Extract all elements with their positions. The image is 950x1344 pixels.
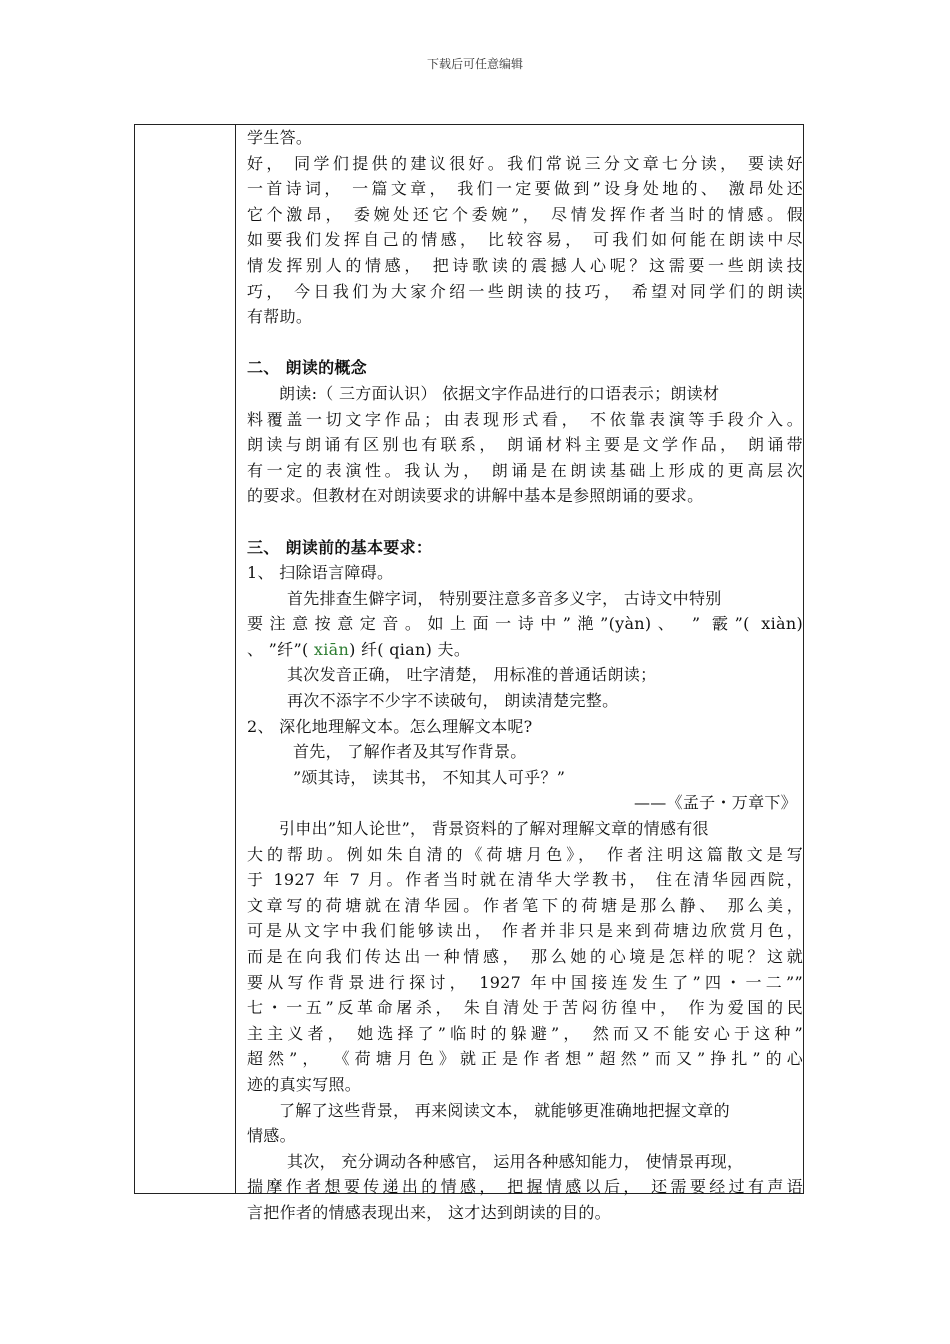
text-line: 要从写作背景进行探讨， 1927 年中国接连发生了”四・一二””: [247, 972, 803, 992]
text-line: 情发挥别人的情感， 把诗歌读的震撼人心呢？这需要一些朗读技: [247, 255, 803, 275]
text-line: 好， 同学们提供的建议很好。我们常说三分文章七分读， 要读好: [247, 153, 803, 173]
pinyin-highlight: xiān: [313, 639, 350, 659]
text-line: 学生答。: [247, 128, 313, 147]
text-line: 了解了这些背景， 再来阅读文本， 就能够更准确地把握文章的: [279, 1100, 730, 1120]
text-line: 它个激昂， 委婉处还它个委婉”， 尽情发挥作者当时的情感。假: [247, 204, 803, 224]
section-heading: 三、 朗读前的基本要求：: [247, 537, 433, 557]
list-item: 2、 深化地理解文本。怎么理解文本呢?: [247, 716, 533, 736]
text-segment: 、 ”纤”(: [247, 639, 314, 659]
text-line: 首先排查生僻字词， 特别要注意多音多义字， 古诗文中特别: [287, 588, 722, 608]
text-line: 言把作者的情感表现出来， 这才达到朗读的目的。: [247, 1202, 611, 1222]
text-line: 有帮助。: [247, 307, 313, 327]
spacer: [247, 330, 803, 356]
text-line: 的要求。但教材在对朗读要求的讲解中基本是参照朗诵的要求。: [247, 486, 704, 506]
text-line: 揣摩作者想要传递出的情感， 把握情感以后， 还需要经过有声语: [247, 1177, 803, 1197]
quote-source: ——《孟子・万章下》: [633, 793, 797, 813]
text-line: 大的帮助。例如朱自清的《荷塘月色》， 作者注明这篇散文是写: [247, 844, 803, 864]
text-line: 朗读:（ 三方面认识） 依据文字作品进行的口语表示；朗读材: [279, 383, 720, 403]
text-line: 如要我们发挥自己的情感， 比较容易， 可我们如何能在朗读中尽: [247, 230, 803, 250]
text-line: 而是在向我们传达出一种情感， 那么她的心境是怎样的呢？这就: [247, 947, 803, 966]
text-line: 引申出”知人论世”， 背景资料的了解对理解文章的情感有很: [279, 819, 709, 839]
text-line: 巧， 今日我们为大家介绍一些朗读的技巧， 希望对同学们的朗读: [247, 281, 803, 301]
text-line: 可是从文字中我们能够读出， 作者并非只是来到荷塘边欣赏月色，: [247, 921, 803, 941]
text-line: 于 1927 年 7 月。作者当时就在清华大学教书， 住在清华园西院，: [247, 870, 803, 890]
text-line: 要注意按意定音。如上面一诗中”滟”(yàn)、 ” 霰”( xiàn): [247, 614, 803, 634]
text-line: 文章写的荷塘就在清华园。作者笔下的荷塘是那么静、 那么美，: [247, 895, 803, 915]
spacer: [247, 509, 803, 535]
lesson-table: [134, 124, 804, 1222]
text-line: 其次， 充分调动各种感官， 运用各种感知能力， 使情景再现，: [287, 1151, 744, 1171]
text-line: 七・一五”反革命屠杀， 朱自清处于苦闷彷徨中， 作为爱国的民: [247, 998, 803, 1018]
content-cell: [236, 125, 803, 1222]
text-line: 超然”， 《荷塘月色》就正是作者想”超然”而又”挣扎”的心: [247, 1049, 803, 1069]
text-line: 情感。: [247, 1126, 296, 1146]
text-segment: ) 纤( qian) 夫。: [349, 639, 471, 659]
text-line: 有一定的表演性。我认为， 朗诵是在朗读基础上形成的更高层次: [247, 460, 803, 480]
section-heading: 二、 朗读的概念: [247, 358, 367, 378]
text-line: 主主义者， 她选择了”临时的躲避”， 然而又不能安心于这种”: [247, 1023, 803, 1043]
text-line: 再次不添字不少字不读破句， 朗读清楚完整。: [287, 691, 619, 711]
text-line: 朗读与朗诵有区别也有联系， 朗诵材料主要是文学作品， 朗诵带: [247, 435, 803, 455]
text-line: 一首诗词， 一篇文章， 我们一定要做到”设身处地的、 激昂处还: [247, 179, 803, 199]
text-line: [247, 637, 803, 663]
quote-line: ”颂其诗， 读其书， 不知其人可乎？”: [293, 767, 566, 787]
text-line: 迹的真实写照。: [247, 1074, 362, 1094]
page-header-watermark: 下载后可任意编辑: [426, 57, 523, 71]
list-item: 1、 扫除语言障碍。: [247, 563, 394, 583]
text-line: 料覆盖一切文字作品；由表现形式看， 不依靠表演等手段介入。: [247, 409, 803, 429]
text-line: 首先， 了解作者及其写作背景。: [293, 742, 527, 762]
text-line: 其次发音正确， 吐字清楚， 用标准的普通话朗读；: [287, 665, 657, 685]
